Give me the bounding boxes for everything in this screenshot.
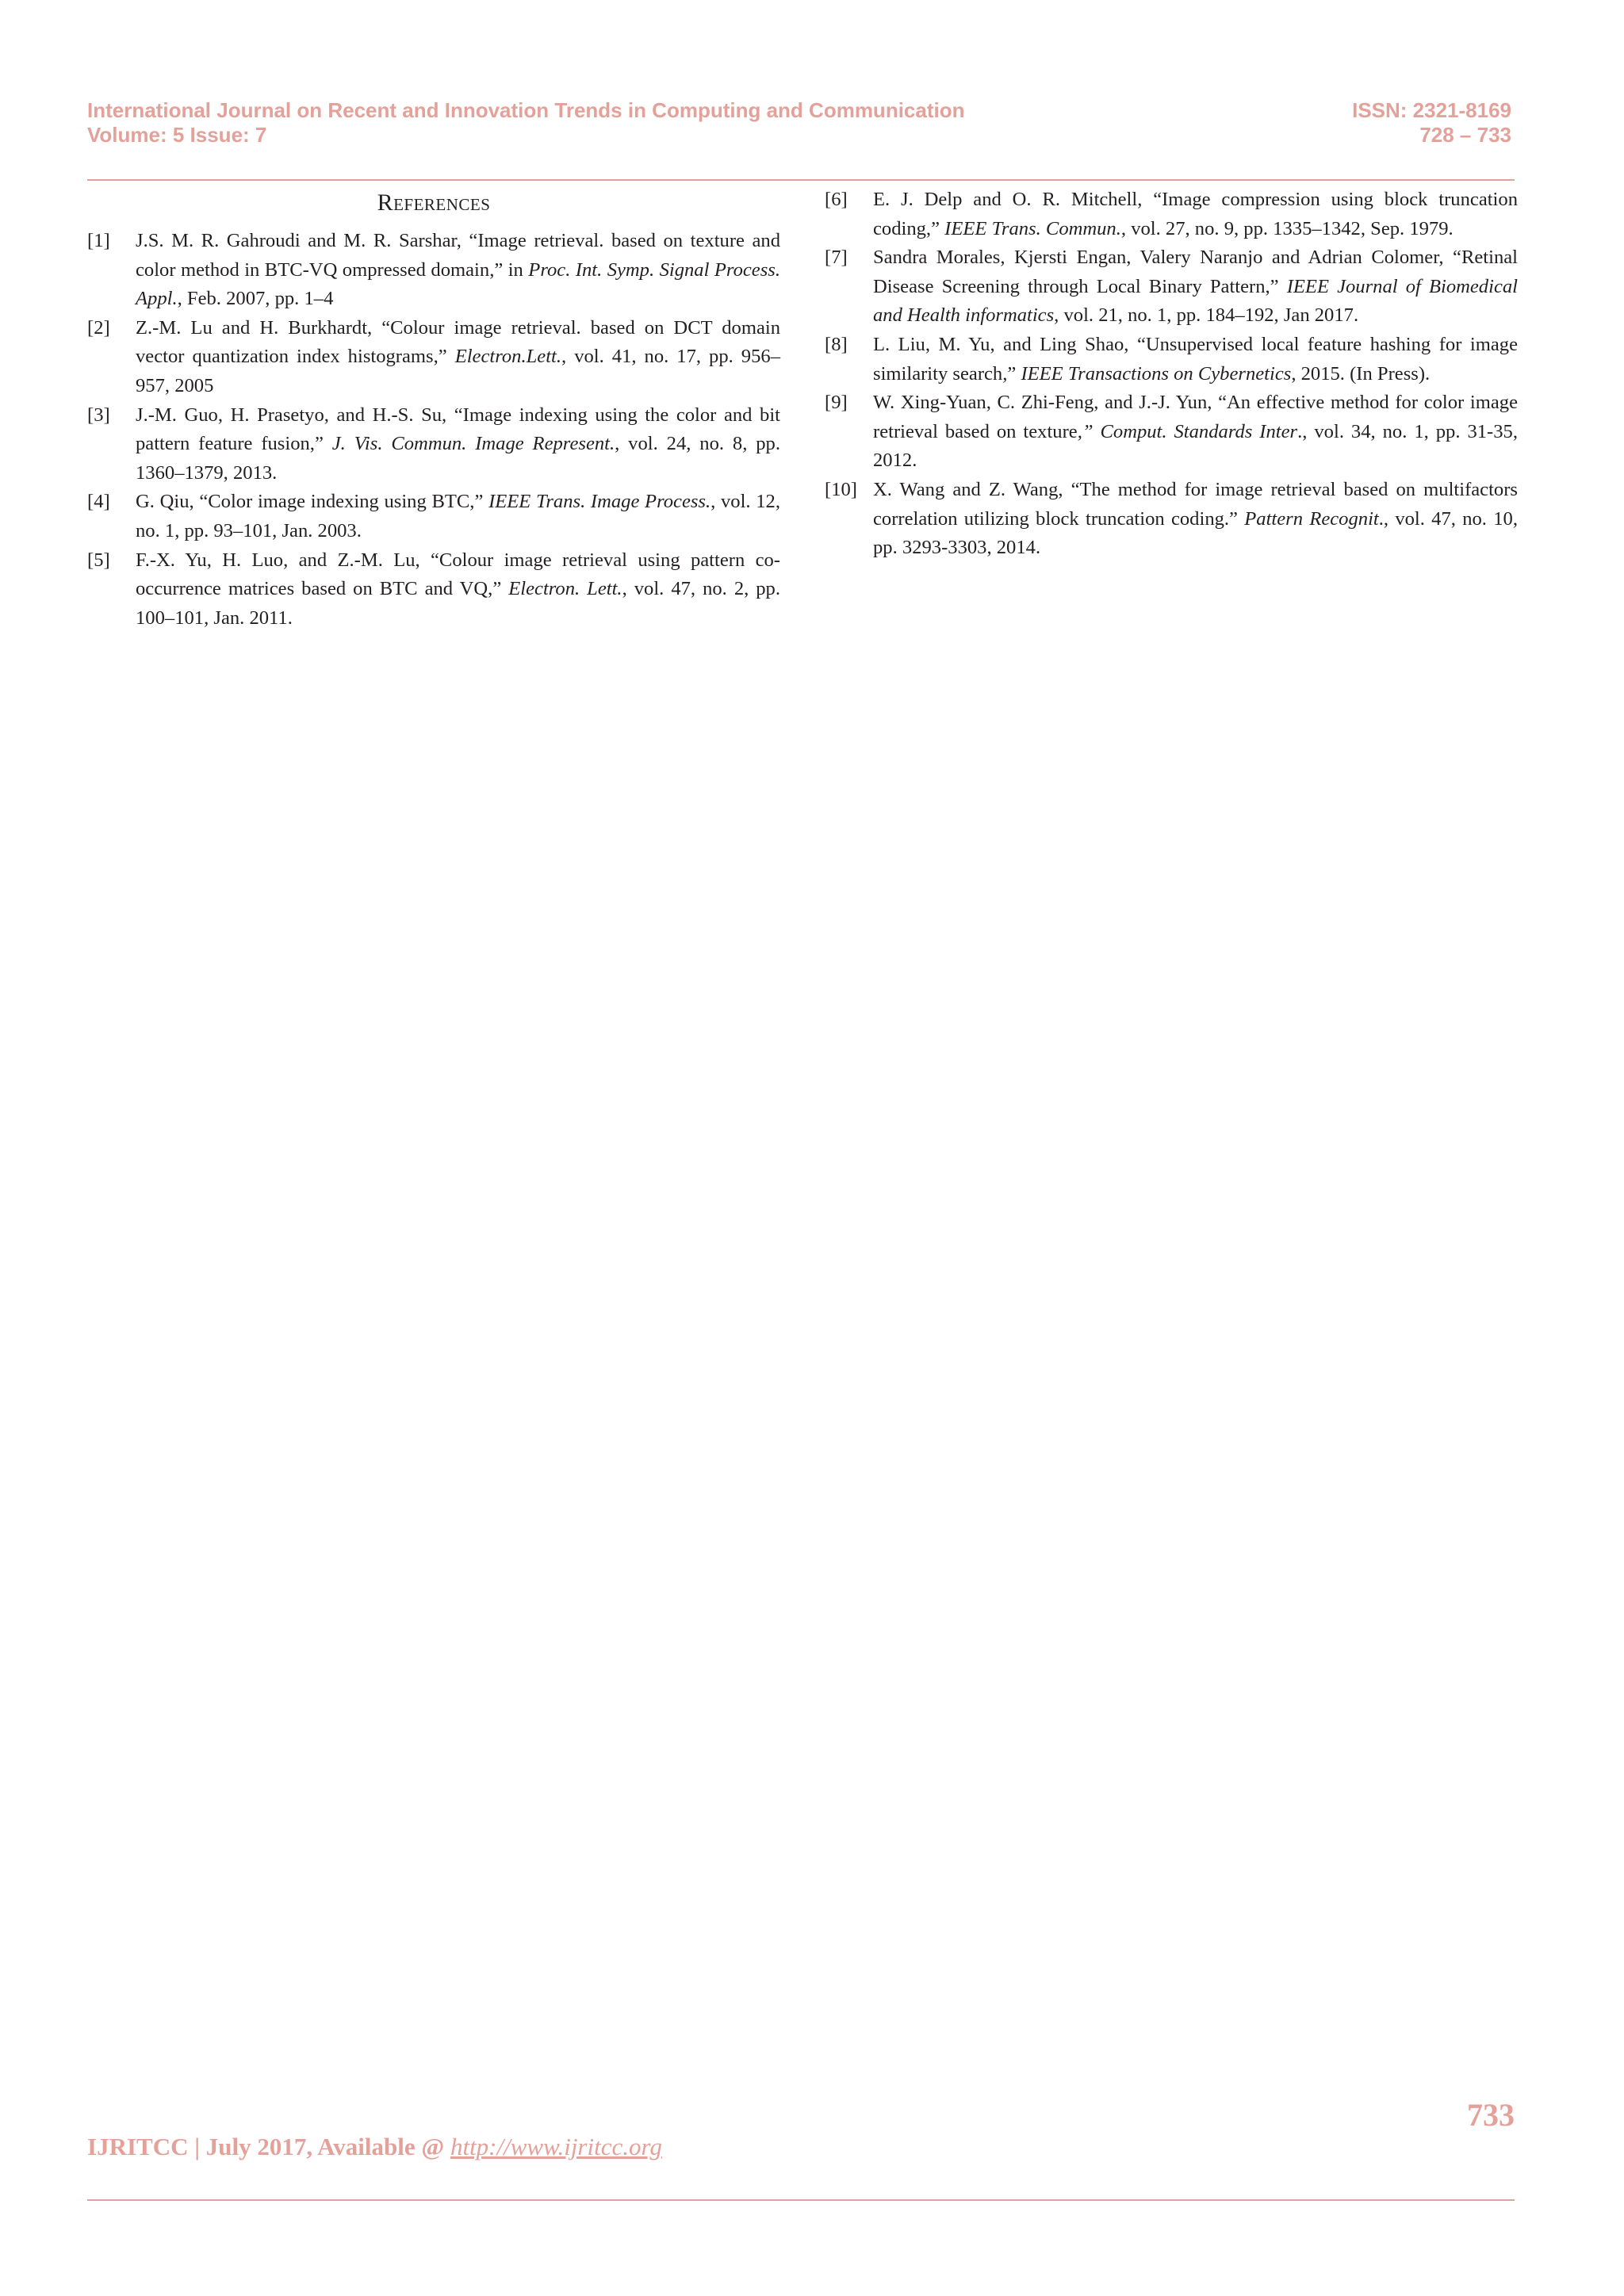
footer-availability <box>87 2133 662 2161</box>
journal-title: International Journal on Recent and Innovation Trends in Computing and Communication <box>87 98 965 122</box>
reference-number: [5] <box>87 549 110 571</box>
page-number: 733 <box>1467 2097 1515 2133</box>
footer-divider <box>87 2199 1515 2201</box>
reference-number: [4] <box>87 491 110 513</box>
reference-item <box>825 476 1518 563</box>
reference-item <box>87 546 780 633</box>
page-range: 728 – 733 <box>1419 123 1511 147</box>
reference-item <box>87 227 780 314</box>
references-column-right <box>825 186 1518 563</box>
journal-header-line-1 <box>87 98 1511 122</box>
reference-number: [3] <box>87 404 110 426</box>
reference-number: [10] <box>825 478 857 500</box>
references-column-left <box>87 186 780 633</box>
reference-item <box>87 401 780 488</box>
reference-number: [1] <box>87 230 110 251</box>
reference-item <box>825 331 1518 388</box>
reference-number: [6] <box>825 189 848 210</box>
reference-text: L. Liu, M. Yu, and Ling Shao, “Unsupervised local feature hashing for image similarity search,” IEEE Transactions on Cybernetics, 2015. (In Press). <box>873 333 1518 385</box>
reference-item <box>87 488 780 545</box>
reference-text: X. Wang and Z. Wang, “The method for image retrieval based on multifactors correlation utilizing block truncation coding.” Pattern Recognit., vol. 47, no. 10, pp. 3293-3303, 2014. <box>873 478 1518 559</box>
journal-website-link[interactable]: http://www.ijritcc.org <box>450 2133 662 2160</box>
reference-text: F.-X. Yu, H. Luo, and Z.-M. Lu, “Colour image retrieval using pattern co-occurrence matrices based on BTC and VQ,” Electron. Lett., vol. 47, no. 2, pp. 100–101, Jan. 2011. <box>136 549 781 629</box>
reference-text: J.S. M. R. Gahroudi and M. R. Sarshar, “Image retrieval. based on texture and color method in BTC-VQ ompressed domain,” in Proc. Int. Symp. Signal Process. Appl., Feb. 2007, pp. 1–4 <box>136 230 780 310</box>
reference-text: Sandra Morales, Kjersti Engan, Valery Naranjo and Adrian Colomer, “Retinal Disease Screening through Local Binary Pattern,” IEEE Journal of Biomedical and Health informatics, vol. 21, no. 1, pp. 184–192, Jan 2017. <box>873 247 1518 327</box>
reference-text: E. J. Delp and O. R. Mitchell, “Image compression using block truncation coding,” IEEE Trans. Commun., vol. 27, no. 9, pp. 1335–1342, Sep. 1979. <box>873 189 1518 239</box>
reference-item <box>825 186 1518 243</box>
section-title: References <box>377 189 491 216</box>
reference-item <box>825 388 1518 476</box>
reference-text: G. Qiu, “Color image indexing using BTC,” IEEE Trans. Image Process., vol. 12, no. 1, pp. 93–101, Jan. 2003. <box>136 491 780 541</box>
reference-number: [8] <box>825 333 848 355</box>
header-divider <box>87 179 1515 181</box>
reference-text: W. Xing-Yuan, C. Zhi-Feng, and J.-J. Yun, “An effective method for color image retrieval based on texture,” Comput. Standards Inter., vol. 34, no. 1, pp. 31-35, 2012. <box>873 392 1518 472</box>
issn: ISSN: 2321-8169 <box>1352 98 1511 122</box>
footer-prefix: IJRITCC | July 2017, Available @ <box>87 2133 450 2160</box>
reference-number: [2] <box>87 316 110 339</box>
volume-issue: Volume: 5 Issue: 7 <box>87 123 267 147</box>
reference-text: Z.-M. Lu and H. Burkhardt, “Colour image retrieval. based on DCT domain vector quantization index histograms,” Electron.Lett., vol. 41, no. 17, pp. 956–957, 2005 <box>136 316 780 396</box>
reference-number: [7] <box>825 247 848 269</box>
journal-header-line-2 <box>87 123 1511 147</box>
reference-text: J.-M. Guo, H. Prasetyo, and H.-S. Su, “Image indexing using the color and bit pattern feature fusion,” J. Vis. Commun. Image Represent., vol. 24, no. 8, pp. 1360–1379, 2013. <box>136 404 780 484</box>
reference-item <box>87 314 780 401</box>
reference-item <box>825 243 1518 331</box>
reference-number: [9] <box>825 392 848 414</box>
